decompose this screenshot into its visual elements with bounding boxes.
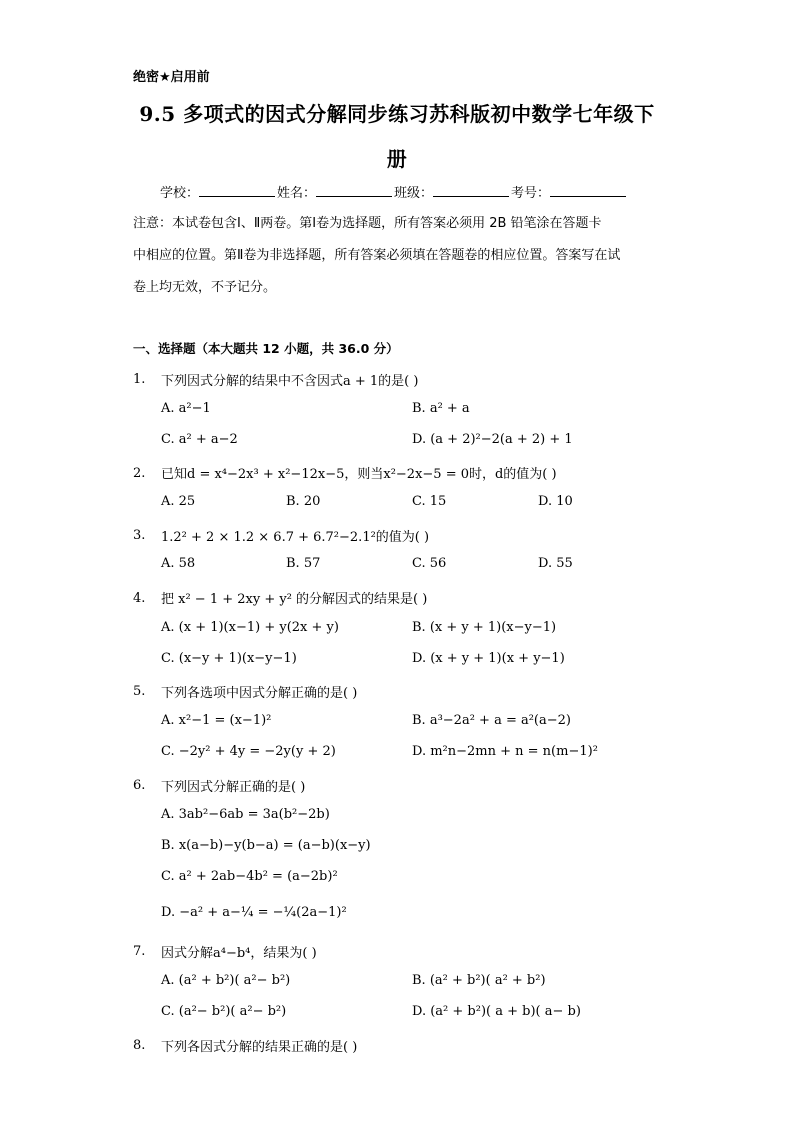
name-blank bbox=[316, 182, 392, 197]
option-c: C. (a²− b²)( a²− b²) bbox=[161, 1004, 287, 1019]
exam-no-blank bbox=[550, 182, 626, 197]
question-text: 下列各选项中因式分解正确的是( ) bbox=[161, 686, 358, 701]
class-blank bbox=[433, 182, 509, 197]
notice-line-3: 卷上均无效，不予记分。 bbox=[133, 280, 277, 295]
notice-line-1: 注意：本试卷包含Ⅰ、Ⅱ两卷。第Ⅰ卷为选择题，所有答案必须用 2B 铅笔涂在答题卡 bbox=[133, 216, 602, 231]
question-number: 2. bbox=[133, 466, 146, 481]
option-b: B. (a² + b²)( a² + b²) bbox=[412, 973, 546, 988]
question-number: 3. bbox=[133, 528, 146, 543]
question-number: 4. bbox=[133, 591, 146, 606]
option-c: C. (x−y + 1)(x−y−1) bbox=[161, 651, 297, 666]
option-d: D. (a² + b²)( a + b)( a− b) bbox=[412, 1004, 581, 1019]
option-a: A. 58 bbox=[161, 556, 196, 571]
question-text: 因式分解a⁴−b⁴，结果为( ) bbox=[161, 946, 317, 961]
exam-no-label: 考号： bbox=[511, 186, 551, 201]
student-info-row bbox=[160, 182, 628, 201]
option-c: C. a² + a−2 bbox=[161, 432, 238, 447]
option-b: B. (x + y + 1)(x−y−1) bbox=[412, 620, 557, 635]
school-label: 学校： bbox=[160, 186, 200, 201]
option-b: B. a² + a bbox=[412, 401, 470, 416]
option-a: A. 25 bbox=[161, 494, 196, 509]
question-text: 下列各因式分解的结果正确的是( ) bbox=[161, 1040, 358, 1055]
school-blank bbox=[199, 182, 275, 197]
question-text: 下列因式分解的结果中不含因式a + 1的是( ) bbox=[161, 374, 419, 389]
question-number: 7. bbox=[133, 944, 146, 959]
option-d: D. (a + 2)²−2(a + 2) + 1 bbox=[412, 432, 573, 447]
option-b: B. a³−2a² + a = a²(a−2) bbox=[412, 713, 571, 728]
question-text: 把 x² − 1 + 2xy + y² 的分解因式的结果是( ) bbox=[161, 592, 428, 607]
notice-line-2: 中相应的位置。第Ⅱ卷为非选择题，所有答案必须填在答题卷的相应位置。答案写在试 bbox=[133, 248, 621, 263]
option-c: C. 56 bbox=[412, 556, 447, 571]
option-b: B. 20 bbox=[286, 494, 321, 509]
option-d: D. m²n−2mn + n = n(m−1)² bbox=[412, 744, 598, 759]
option-d: D. (x + y + 1)(x + y−1) bbox=[412, 651, 565, 666]
page-title: 9.5 多项式的因式分解同步练习苏科版初中数学七年级下 bbox=[139, 102, 655, 126]
option-a: A. (x + 1)(x−1) + y(2x + y) bbox=[161, 620, 339, 635]
option-b: B. x(a−b)−y(b−a) = (a−b)(x−y) bbox=[161, 838, 371, 853]
class-label: 班级： bbox=[394, 186, 434, 201]
question-text: 1.2² + 2 × 1.2 × 6.7 + 6.7²−2.1²的值为( ) bbox=[161, 530, 430, 545]
option-a: A. x²−1 = (x−1)² bbox=[161, 713, 272, 728]
secret-label: 绝密★启用前 bbox=[133, 70, 210, 85]
option-a: A. (a² + b²)( a²− b²) bbox=[161, 973, 291, 988]
question-text: 已知d = x⁴−2x³ + x²−12x−5，则当x²−2x−5 = 0时，d的值为( ) bbox=[161, 467, 557, 482]
option-d: D. 55 bbox=[538, 556, 573, 571]
option-c: C. 15 bbox=[412, 494, 447, 509]
option-a: A. a²−1 bbox=[161, 401, 211, 416]
question-number: 6. bbox=[133, 778, 146, 793]
question-number: 5. bbox=[133, 684, 146, 699]
option-c: C. −2y² + 4y = −2y(y + 2) bbox=[161, 744, 336, 759]
section-title: 一、选择题（本大题共 12 小题，共 36.0 分） bbox=[133, 341, 399, 356]
question-number: 1. bbox=[133, 372, 146, 387]
option-c: C. a² + 2ab−4b² = (a−2b)² bbox=[161, 869, 338, 884]
page-title-continued: 册 bbox=[386, 147, 408, 171]
option-a: A. 3ab²−6ab = 3a(b²−2b) bbox=[161, 807, 330, 822]
name-label: 姓名： bbox=[277, 186, 317, 201]
option-d: D. −a² + a−¼ = −¼(2a−1)² bbox=[161, 905, 347, 920]
question-number: 8. bbox=[133, 1038, 146, 1053]
option-b: B. 57 bbox=[286, 556, 321, 571]
option-d: D. 10 bbox=[538, 494, 573, 509]
question-text: 下列因式分解正确的是( ) bbox=[161, 780, 306, 795]
